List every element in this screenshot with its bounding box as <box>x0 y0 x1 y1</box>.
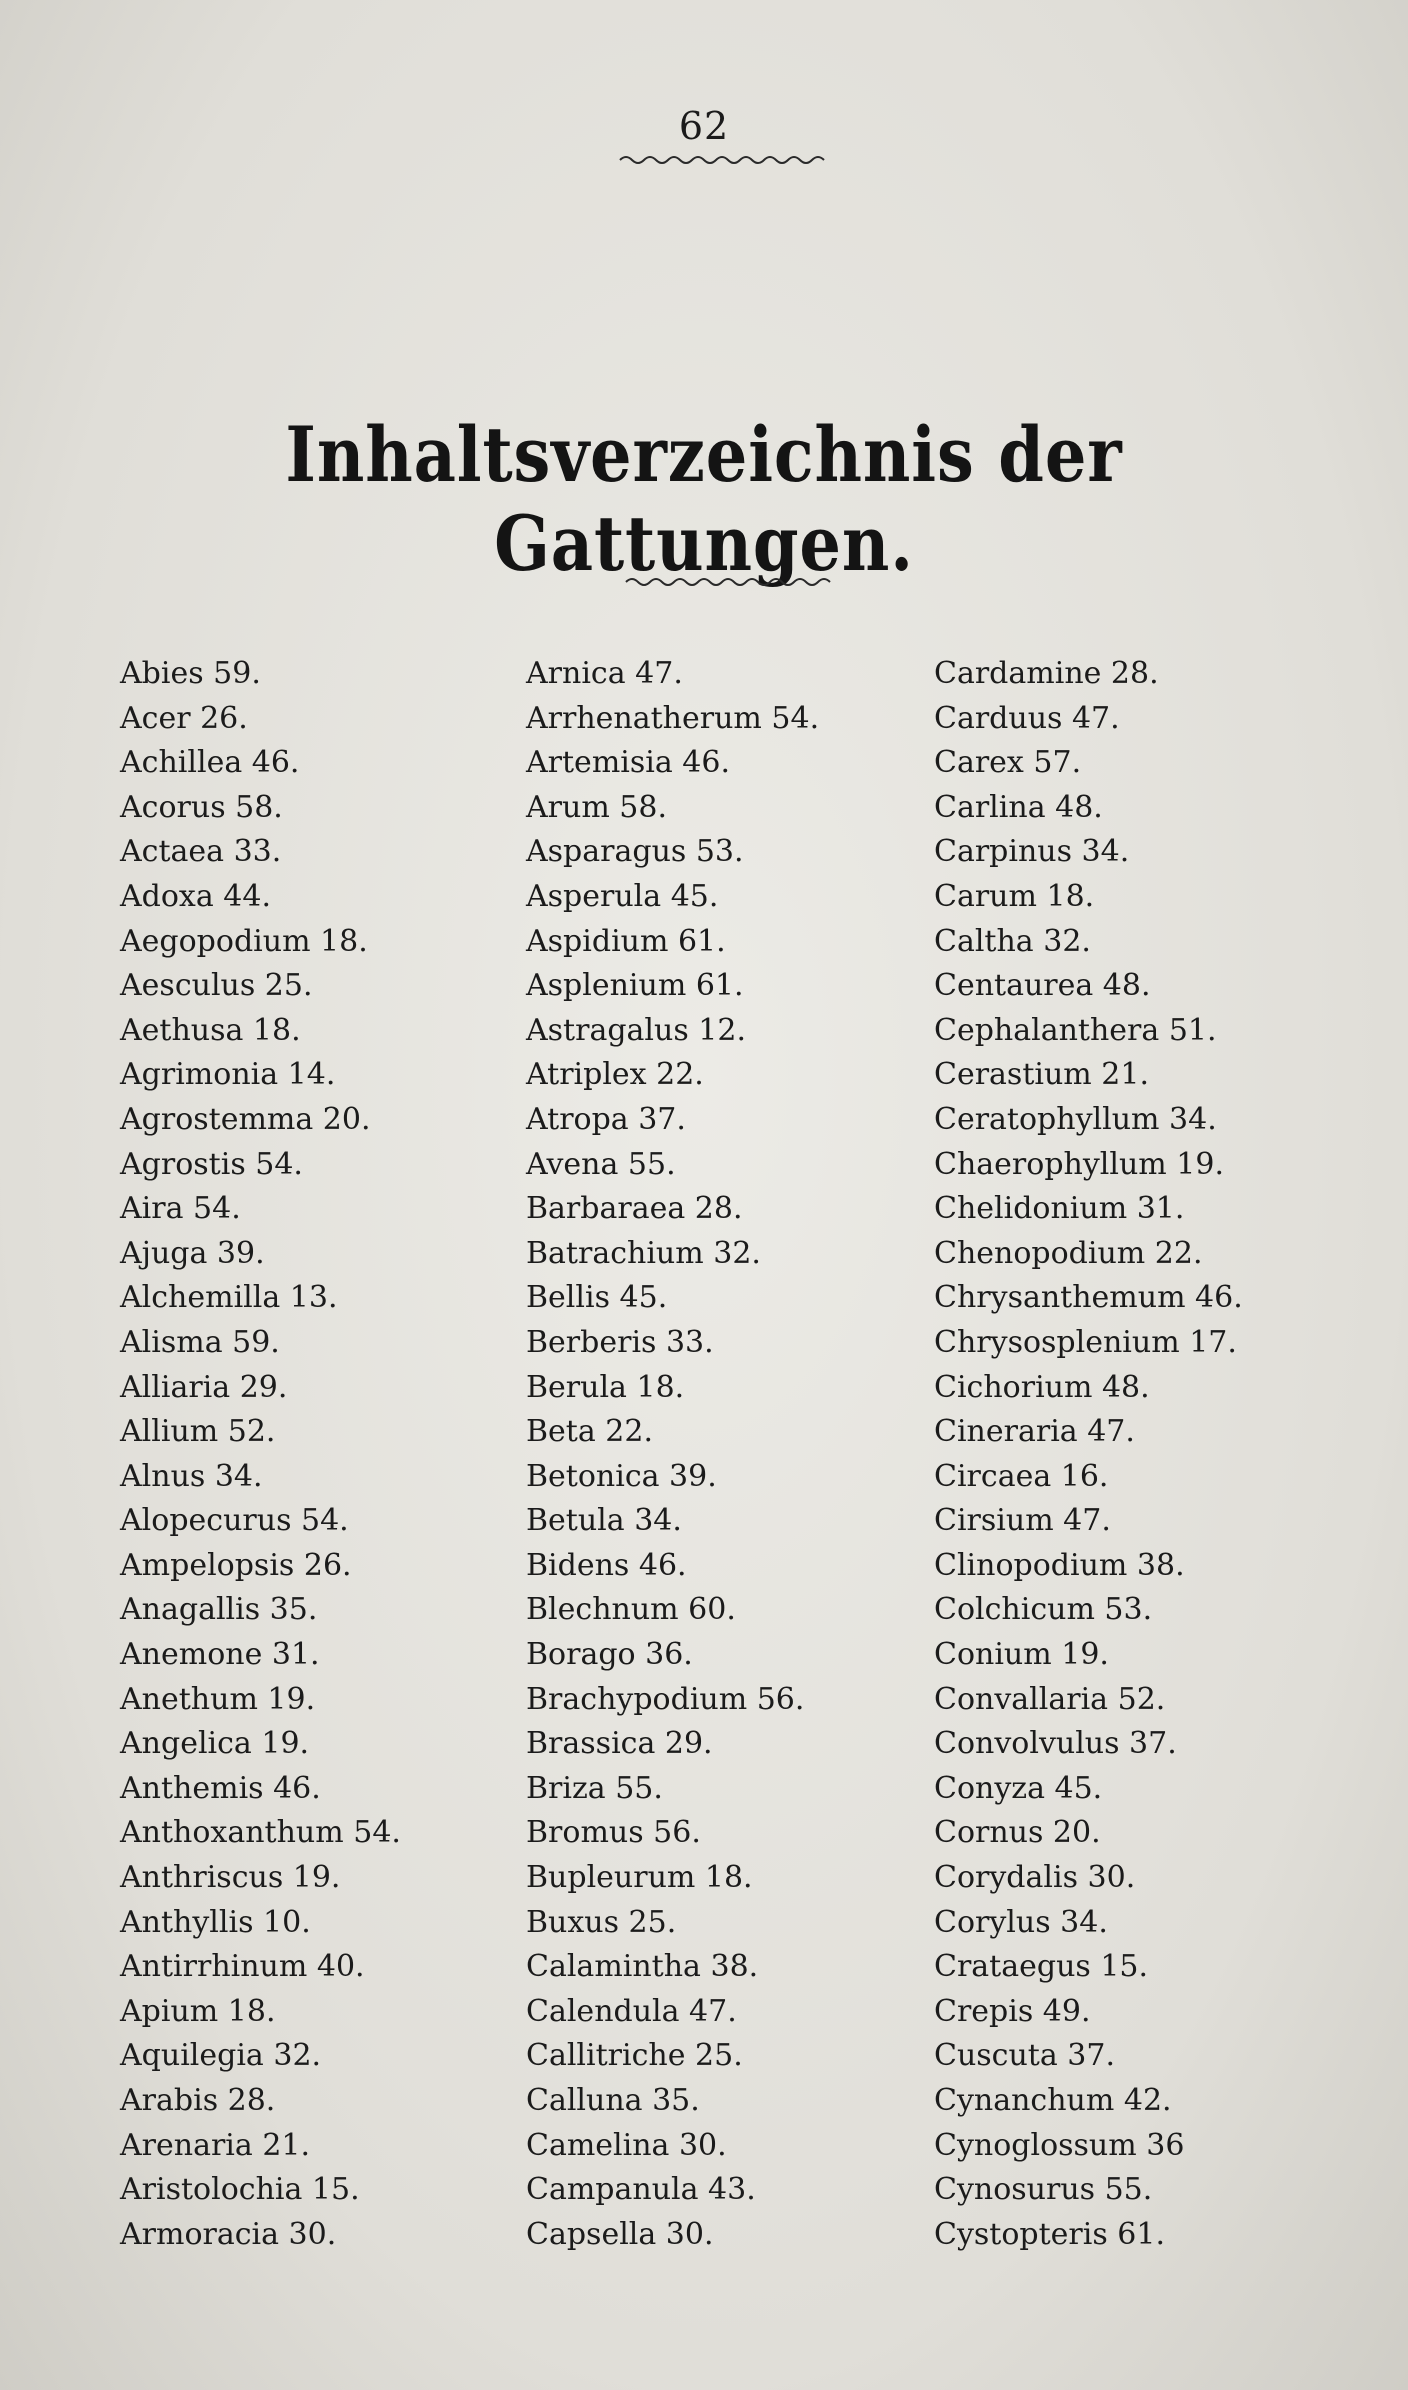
genus-entry: Agrostemma 20. <box>120 1101 371 1137</box>
genus-entry: Arabis 28. <box>120 2083 276 2118</box>
genus-entry: Cuscuta 37. <box>934 2038 1115 2074</box>
genus-entry: Anthoxanthum 54. <box>120 1815 401 1851</box>
genus-entry: Calluna 35. <box>526 2083 700 2118</box>
page-title: Inhaltsverzeichnis der Gattungen. <box>285 410 1123 588</box>
genus-entry: Anemone 31. <box>120 1637 320 1673</box>
genus-column-1 <box>120 652 401 2257</box>
genus-entry: Convallaria 52. <box>934 1681 1166 1717</box>
genus-entry: Alisma 59. <box>120 1324 280 1360</box>
genus-column-3 <box>934 652 1243 2257</box>
genus-entry: Alliaria 29. <box>120 1369 288 1405</box>
genus-entry: Aristolochia 15. <box>120 2172 360 2208</box>
genus-entry: Clinopodium 38. <box>934 1547 1185 1583</box>
genus-entry: Chrysosplenium 17. <box>934 1324 1237 1360</box>
genus-entry: Carduus 47. <box>934 700 1120 736</box>
genus-entry: Asperula 45. <box>526 878 719 914</box>
genus-entry: Conium 19. <box>934 1637 1109 1673</box>
ornament-rule-bottom <box>624 574 834 590</box>
genus-entry: Circaea 16. <box>934 1458 1109 1494</box>
genus-entry: Barbaraea 28. <box>526 1191 743 1227</box>
genus-entry: Cirsium 47. <box>934 1503 1111 1539</box>
genus-entry: Batrachium 32. <box>526 1235 761 1271</box>
genus-entry: Carlina 48. <box>934 789 1103 825</box>
genus-entry: Cerastium 21. <box>934 1057 1149 1093</box>
genus-entry: Armoracia 30. <box>120 2216 337 2252</box>
genus-entry: Actaea 33. <box>120 834 282 870</box>
genus-entry: Ampelopsis 26. <box>120 1547 352 1583</box>
genus-entry: Bellis 45. <box>526 1280 668 1316</box>
genus-entry: Briza 55. <box>526 1770 663 1806</box>
genus-entry: Aethusa 18. <box>120 1012 301 1048</box>
genus-entry: Arum 58. <box>526 789 668 825</box>
genus-entry: Alchemilla 13. <box>120 1280 338 1316</box>
genus-entry: Colchicum 53. <box>934 1592 1153 1628</box>
ornament-rule-top <box>618 152 830 168</box>
genus-entry: Asparagus 53. <box>526 834 744 870</box>
genus-entry: Alnus 34. <box>120 1458 263 1494</box>
genus-entry: Cynosurus 55. <box>934 2172 1153 2208</box>
genus-entry: Buxus 25. <box>526 1904 677 1940</box>
genus-entry: Antirrhinum 40. <box>120 1949 365 1985</box>
genus-entry: Blechnum 60. <box>526 1592 736 1628</box>
genus-entry: Achillea 46. <box>120 745 300 781</box>
genus-entry: Crepis 49. <box>934 1993 1091 2029</box>
genus-entry: Chaerophyllum 19. <box>934 1146 1224 1182</box>
genus-entry: Chenopodium 22. <box>934 1235 1203 1271</box>
genus-entry: Bromus 56. <box>526 1815 701 1851</box>
genus-entry: Berberis 33. <box>526 1324 714 1360</box>
genus-entry: Acer 26. <box>120 700 248 736</box>
genus-entry: Betula 34. <box>526 1503 682 1539</box>
genus-column-2 <box>526 652 819 2257</box>
genus-entry: Brachypodium 56. <box>526 1681 805 1717</box>
genus-entry: Cichorium 48. <box>934 1369 1150 1405</box>
genus-entry: Aegopodium 18. <box>120 923 368 959</box>
genus-entry: Corydalis 30. <box>934 1860 1136 1896</box>
genus-entry: Beta 22. <box>526 1414 653 1450</box>
genus-entry: Cystopteris 61. <box>934 2216 1166 2252</box>
genus-entry: Agrostis 54. <box>120 1146 303 1182</box>
genus-entry: Agrimonia 14. <box>120 1057 336 1093</box>
genus-entry: Aquilegia 32. <box>120 2038 322 2074</box>
genus-entry: Corylus 34. <box>934 1904 1108 1940</box>
genus-entry: Carex 57. <box>934 745 1082 781</box>
genus-entry: Centaurea 48. <box>934 968 1151 1004</box>
genus-entry: Calamintha 38. <box>526 1949 759 1985</box>
genus-entry: Cephalanthera 51. <box>934 1012 1217 1048</box>
genus-entry: Abies 59. <box>120 656 261 691</box>
genus-entry: Aesculus 25. <box>120 968 313 1004</box>
genus-entry: Chrysanthemum 46. <box>934 1280 1243 1316</box>
genus-entry: Cardamine 28. <box>934 656 1159 691</box>
genus-entry: Conyza 45. <box>934 1770 1103 1806</box>
genus-entry: Avena 55. <box>526 1146 676 1182</box>
genus-entry: Camelina 30. <box>526 2127 727 2163</box>
genus-entry: Caltha 32. <box>934 923 1091 959</box>
genus-entry: Bupleurum 18. <box>526 1860 753 1896</box>
genus-entry: Arnica 47. <box>526 656 683 691</box>
genus-entry: Asplenium 61. <box>526 968 744 1004</box>
genus-entry: Calendula 47. <box>526 1993 737 2029</box>
genus-entry: Anthyllis 10. <box>120 1904 311 1940</box>
genus-entry: Capsella 30. <box>526 2216 714 2252</box>
genus-entry: Atriplex 22. <box>526 1057 704 1093</box>
genus-entry: Convolvulus 37. <box>934 1726 1177 1762</box>
genus-entry: Aira 54. <box>120 1191 241 1227</box>
genus-entry: Berula 18. <box>526 1369 685 1405</box>
genus-entry: Crataegus 15. <box>934 1949 1149 1985</box>
genus-entry: Bidens 46. <box>526 1547 687 1583</box>
genus-entry: Arrhenatherum 54. <box>526 700 820 736</box>
genus-entry: Atropa 37. <box>526 1101 686 1137</box>
genus-entry: Anthriscus 19. <box>120 1860 341 1896</box>
genus-entry: Cynoglossum 36 <box>934 2127 1185 2163</box>
genus-entry: Callitriche 25. <box>526 2038 743 2074</box>
genus-entry: Cineraria 47. <box>934 1414 1135 1450</box>
genus-entry: Angelica 19. <box>120 1726 310 1762</box>
genus-entry: Astragalus 12. <box>526 1012 746 1048</box>
genus-entry: Carpinus 34. <box>934 834 1130 870</box>
genus-entry: Anthemis 46. <box>120 1770 321 1806</box>
genus-entry: Borago 36. <box>526 1637 693 1673</box>
genus-entry: Anagallis 35. <box>120 1592 318 1628</box>
genus-entry: Ajuga 39. <box>120 1235 265 1271</box>
genus-entry: Acorus 58. <box>120 789 283 825</box>
genus-entry: Apium 18. <box>120 1993 276 2029</box>
genus-entry: Allium 52. <box>120 1414 276 1450</box>
genus-entry: Cornus 20. <box>934 1815 1101 1851</box>
genus-entry: Ceratophyllum 34. <box>934 1101 1217 1137</box>
page-number: 62 <box>678 104 730 148</box>
genus-entry: Betonica 39. <box>526 1458 717 1494</box>
genus-entry: Artemisia 46. <box>526 745 730 781</box>
genus-entry: Alopecurus 54. <box>120 1503 349 1539</box>
genus-entry: Carum 18. <box>934 878 1095 914</box>
genus-entry: Brassica 29. <box>526 1726 713 1762</box>
genus-entry: Aspidium 61. <box>526 923 726 959</box>
genus-entry: Arenaria 21. <box>120 2127 311 2163</box>
genus-entry: Adoxa 44. <box>120 878 271 914</box>
genus-entry: Campanula 43. <box>526 2172 756 2208</box>
genus-entry: Anethum 19. <box>120 1681 316 1717</box>
genus-entry: Chelidonium 31. <box>934 1191 1185 1227</box>
genus-entry: Cynanchum 42. <box>934 2083 1172 2118</box>
